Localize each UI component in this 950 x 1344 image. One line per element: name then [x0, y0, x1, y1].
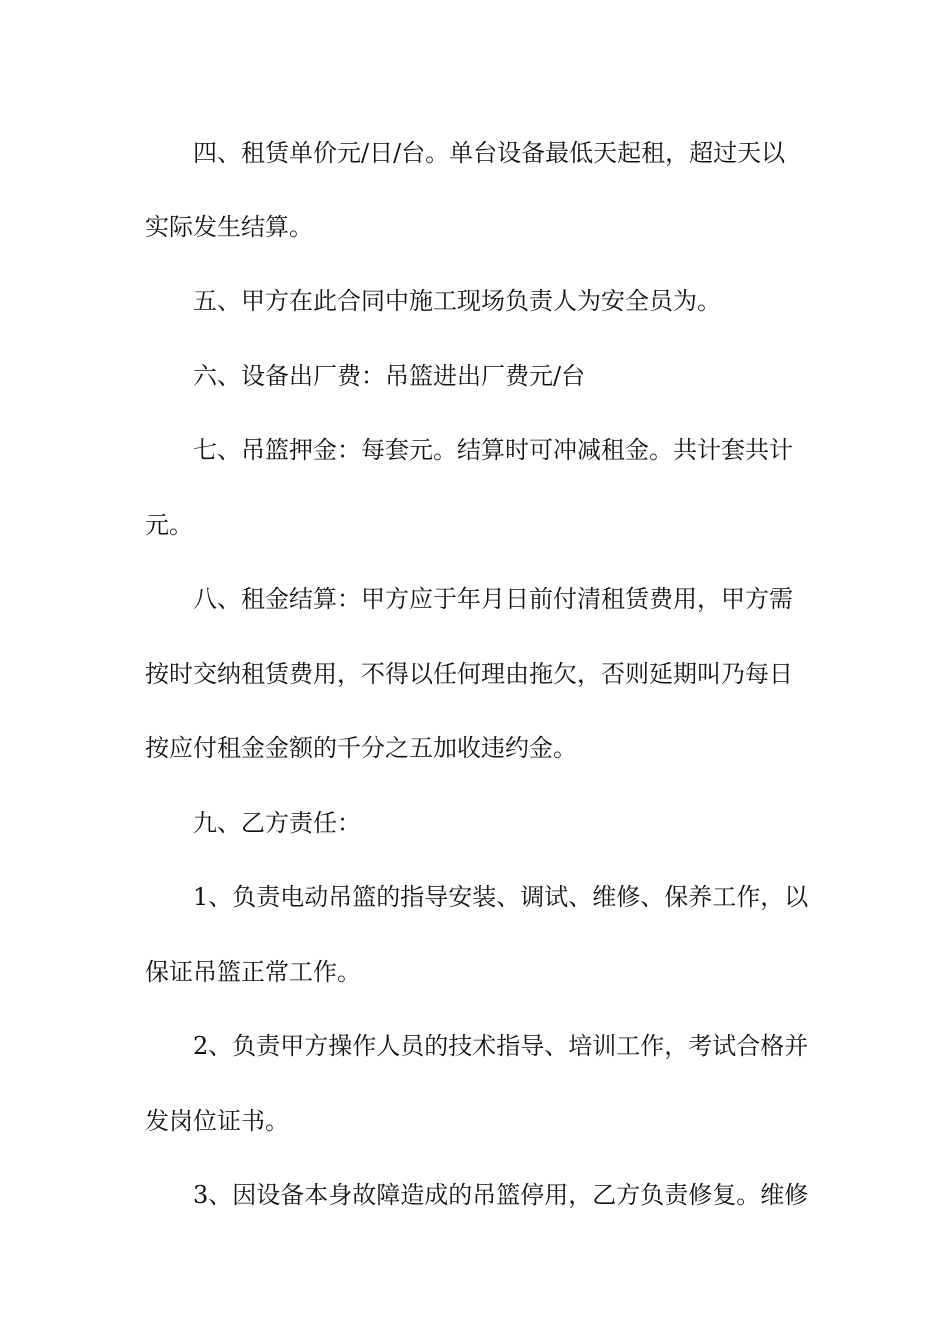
- text-line-settlement-cont-2: 按应付租金金额的千分之五加收违约金。: [145, 734, 577, 762]
- text-line-duty-2-cont: 发岗位证书。: [145, 1107, 289, 1135]
- text-line-deposit-cont: 元。: [145, 511, 193, 539]
- text-line-rental-price-cont: 实际发生结算。: [145, 213, 313, 241]
- text-line-site-manager: 五、甲方在此合同中施工现场负责人为安全员为。: [193, 287, 721, 315]
- text-line-deposit: 七、吊篮押金：每套元。结算时可冲减租金。共计套共计: [193, 436, 793, 464]
- text-line-duty-1: 1、负责电动吊篮的指导安装、调试、维修、保养工作，以: [193, 883, 809, 911]
- text-line-party-b-duties-heading: 九、乙方责任：: [193, 809, 361, 837]
- text-line-duty-3: 3、因设备本身故障造成的吊篮停用，乙方负责修复。维修: [193, 1181, 809, 1209]
- text-line-duty-2: 2、负责甲方操作人员的技术指导、培训工作，考试合格并: [193, 1032, 809, 1060]
- text-line-factory-fee: 六、设备出厂费：吊篮进出厂费元/台: [193, 362, 586, 390]
- text-line-settlement-cont-1: 按时交纳租赁费用，不得以任何理由拖欠，否则延期叫乃每日: [145, 660, 793, 688]
- text-line-rental-price: 四、租赁单价元/日/台。单台设备最低天起租，超过天以: [193, 139, 786, 167]
- text-line-settlement: 八、租金结算：甲方应于年月日前付清租赁费用，甲方需: [193, 585, 793, 613]
- text-line-duty-1-cont: 保证吊篮正常工作。: [145, 958, 361, 986]
